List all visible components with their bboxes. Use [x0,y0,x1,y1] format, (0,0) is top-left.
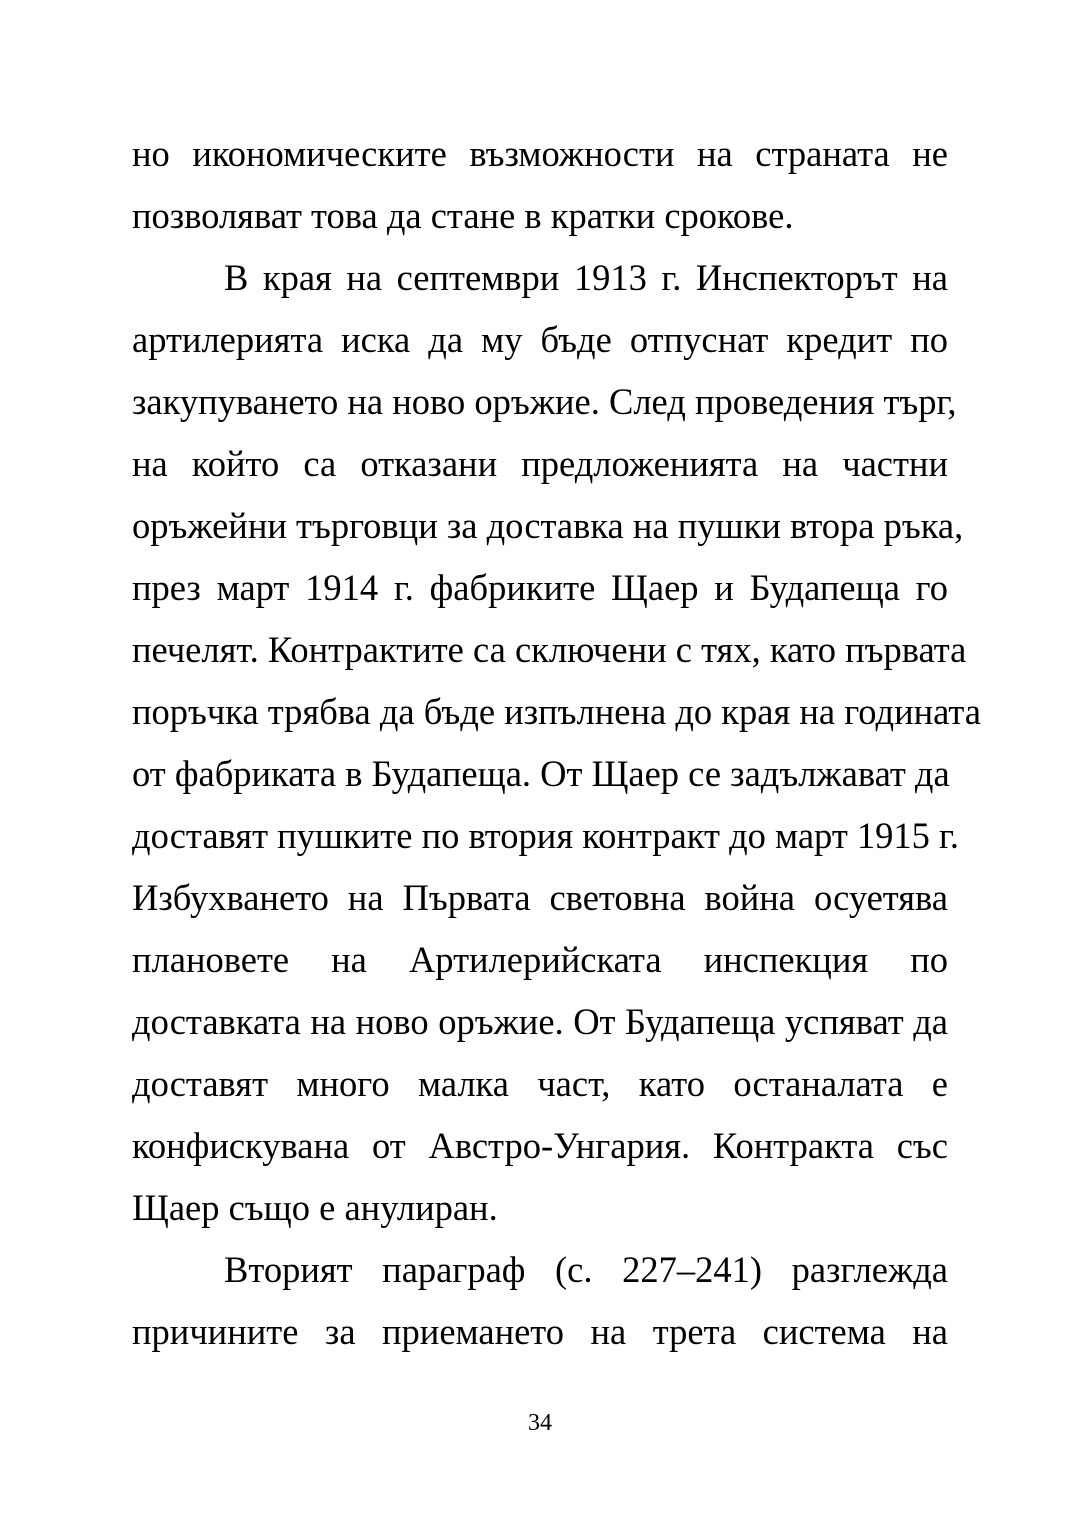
text-line: от фабриката в Будапеща. От Щаер се задължават да [132,753,950,794]
text-line: В края на септември 1913 г. Инспекторът на [224,257,948,298]
text-line: оръжейни търговци за доставка на пушки втора ръка, [132,505,964,546]
text-line: позволяват това да стане в кратки срокове. [132,195,794,236]
text-line: доставят пушките по втория контракт до март 1915 г. [132,815,960,856]
text-line: печелят. Контрактите са сключени с тях, като първата [132,629,967,670]
text-line: доставката на ново оръжие. От Будапеща успяват да [132,1001,948,1042]
text-line: доставят много малка част, като останалата е [132,1063,948,1104]
text-line: конфискувана от Австро-Унгария. Контракта със [132,1125,948,1166]
text-line: на който са отказани предложенията на частни [132,443,948,484]
text-line: Вторият параграф (с. 227–241) разглежда [224,1249,948,1290]
text-line: Щаер също е анулиран. [132,1187,498,1228]
text-line: но икономическите възможности на страната не [132,133,948,174]
text-line: поръчка трябва да бъде изпълнена до края на годината [132,691,981,732]
text-line: през март 1914 г. фабриките Щаер и Будапеща го [132,567,948,608]
page-number: 34 [528,1410,552,1436]
text-line: плановете на Артилерийската инспекция по [132,939,948,980]
text-line: причините за приемането на трета система на [132,1311,948,1352]
text-line: артилерията иска да му бъде отпуснат кредит по [132,319,948,360]
text-line: закупуването на ново оръжие. След проведения търг, [132,381,957,422]
text-line: Избухването на Първата световна война осуетява [132,877,948,918]
